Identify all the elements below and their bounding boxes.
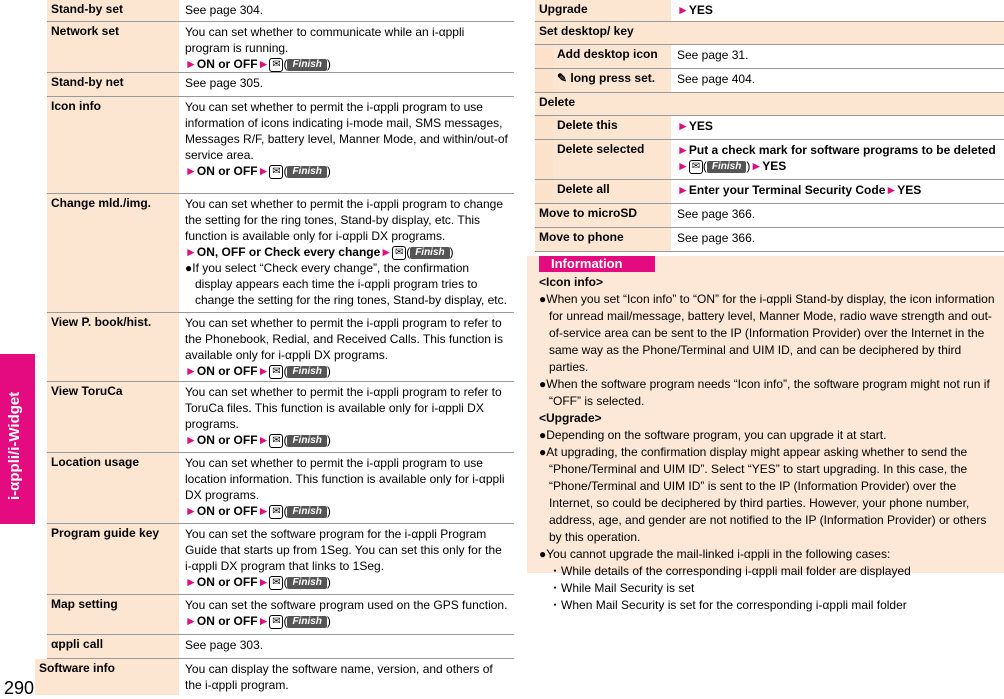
finish-softkey: Finish — [287, 366, 326, 378]
row-label: Change mld./img. — [47, 194, 179, 312]
finish-softkey: Finish — [287, 166, 326, 178]
row-set-desktop: Set desktop/ key — [535, 22, 1004, 45]
table-row — [47, 595, 514, 635]
information-content: <Icon info> ●When you set “Icon info” to “ON” for the i-αppli Stand-by display, the icon information for unread mail/message, battery level, Manner Mode, radio wave strength and out-of-service area can be sent to the IP (Information Provider) over the Internet in the same way as the Phone/Terminal and UIM ID, and can be deciphered by third parties. ●When the software program needs “Icon info”, the software program might not run if “OFF” is selected. <Upgrade> ●Depending on the software program, you can upgrade it at start. ●At upgrading, the confirmation display might appear asking whether to send the “Phone/Terminal and UIM ID”. Select “YES” to start upgrading. In this case, the “Phone/Terminal and UIM ID” is sent to the IP (Information Provider) over the Internet, so could be deciphered by third parties. However, your phone number, address, age, and gender are not notified to the IP (Information Provider) or others by this operation. ●You cannot upgrade the mail-linked i-αppli in the following cases: ・While details of the corresponding i-αppli mail folder are displayed ・While Mail Security is set ・When Mail Security is set for the corresponding i-αppli mail folder — [539, 275, 995, 612]
row-delete-this: Delete this ►YES — [535, 116, 1004, 140]
row-label: Program guide key — [47, 524, 179, 594]
row-description: See page 303. — [185, 638, 264, 652]
settings-table-left — [39, 0, 514, 695]
mail-key-icon: ✉ — [269, 505, 283, 519]
row-description: You can set whether to permit the i-αppli program to change the setting for the ring tones, Stand-by display, etc. This function is available only for i-αppli DX programs. ►ON, OFF or Check every change► ✉ ( Finish ) ●If you select “Check every change”, the confirmation display appears each time the i-αppli program tries to change the setting for the ring tones, Stand-by display, etc. — [185, 197, 507, 307]
finish-softkey: Finish — [707, 161, 746, 173]
finish-softkey: Finish — [287, 506, 326, 518]
table-row — [47, 453, 514, 524]
row-description: You can set whether to permit the i-αppli program to use location information. This function is available only for i-αppli DX programs. ►ON or OFF► ✉ ( Finish ) — [185, 456, 505, 518]
row-software-info: Software info You can display the software name, version, and others of the i-αppli program. — [35, 659, 514, 695]
row-long-press: ✎ long press set. See page 404. — [535, 69, 1004, 93]
table-row — [47, 73, 514, 97]
row-label: αppli call — [47, 635, 179, 658]
row-description: You can set the software program for the i-αppli Program Guide that starts up from 1Seg. You can set this only for the i-αppli DX program that links to 1Seg. ►ON or OFF► ✉ ( Finish ) — [185, 527, 502, 589]
mail-key-icon: ✉ — [269, 165, 283, 179]
widget-key-icon: ✎ — [557, 71, 568, 85]
finish-softkey: Finish — [410, 247, 449, 259]
table-row — [47, 22, 514, 73]
row-label: Stand-by set — [47, 0, 179, 21]
row-add-desktop: Add desktop icon See page 31. — [535, 45, 1004, 69]
row-description: See page 304. — [185, 3, 264, 17]
information-heading: Information — [539, 256, 655, 272]
row-label: View P. book/hist. — [47, 313, 179, 381]
table-row — [47, 382, 514, 453]
row-delete-all: Delete all ►Enter your Terminal Security Code►YES — [535, 180, 1004, 204]
table-row — [47, 194, 514, 313]
finish-softkey: Finish — [287, 577, 326, 589]
row-label: Stand-by net — [47, 73, 179, 96]
mail-key-icon: ✉ — [269, 58, 283, 72]
table-row — [47, 635, 514, 659]
row-label: Icon info — [47, 97, 179, 193]
table-row — [47, 524, 514, 595]
row-label: Map setting — [47, 595, 179, 634]
finish-softkey: Finish — [287, 616, 326, 628]
table-row — [47, 0, 514, 22]
finish-softkey: Finish — [287, 59, 326, 71]
mail-key-icon: ✉ — [269, 365, 283, 379]
row-label: Location usage — [47, 453, 179, 523]
row-label: Network set — [47, 22, 179, 72]
mail-key-icon: ✉ — [269, 434, 283, 448]
row-description: You can set the software program used on the GPS function. ►ON or OFF► ✉ ( Finish ) — [185, 598, 508, 628]
row-upgrade: Upgrade ►YES — [535, 0, 1004, 22]
finish-softkey: Finish — [287, 435, 326, 447]
table-row — [47, 97, 514, 194]
settings-table-right — [535, 0, 1004, 252]
row-description: You can set whether to communicate while an i-αppli program is running. ►ON or OFF► ✉ ( Finish ) — [185, 25, 465, 71]
page-number: 290 — [4, 678, 35, 698]
row-description: You can set whether to permit the i-αppli program to refer to the Phonebook, Redial, and Received Calls. This function is available only for i-αppli DX programs. ►ON or OFF► ✉ ( Finish ) — [185, 316, 503, 378]
row-delete-selected: Delete selected ►Put a check mark for software programs to be deleted ► ✉ ( Finish )►YES — [535, 140, 1004, 180]
table-row — [47, 313, 514, 382]
row-move-microsd: Move to microSD See page 366. — [535, 204, 1004, 228]
row-delete: Delete — [535, 93, 1004, 116]
mail-key-icon: ✉ — [689, 160, 703, 174]
mail-key-icon: ✉ — [269, 615, 283, 629]
mail-key-icon: ✉ — [269, 576, 283, 590]
row-description: See page 305. — [185, 76, 264, 90]
row-move-phone: Move to phone See page 366. — [535, 228, 1004, 252]
row-label: View ToruCa — [47, 382, 179, 452]
row-description: You can set whether to permit the i-αppli program to refer to ToruCa files. This function is available only for i-αppli DX programs. ►ON or OFF► ✉ ( Finish ) — [185, 385, 502, 447]
mail-key-icon: ✉ — [392, 246, 406, 260]
row-description: You can set whether to permit the i-αppli program to use information of icons indicating i-mode mail, SMS messages, Messages R/F, battery level, Manner Mode, and within/out-of service area. ►ON or OFF► ✉ ( Finish ) — [185, 100, 508, 178]
